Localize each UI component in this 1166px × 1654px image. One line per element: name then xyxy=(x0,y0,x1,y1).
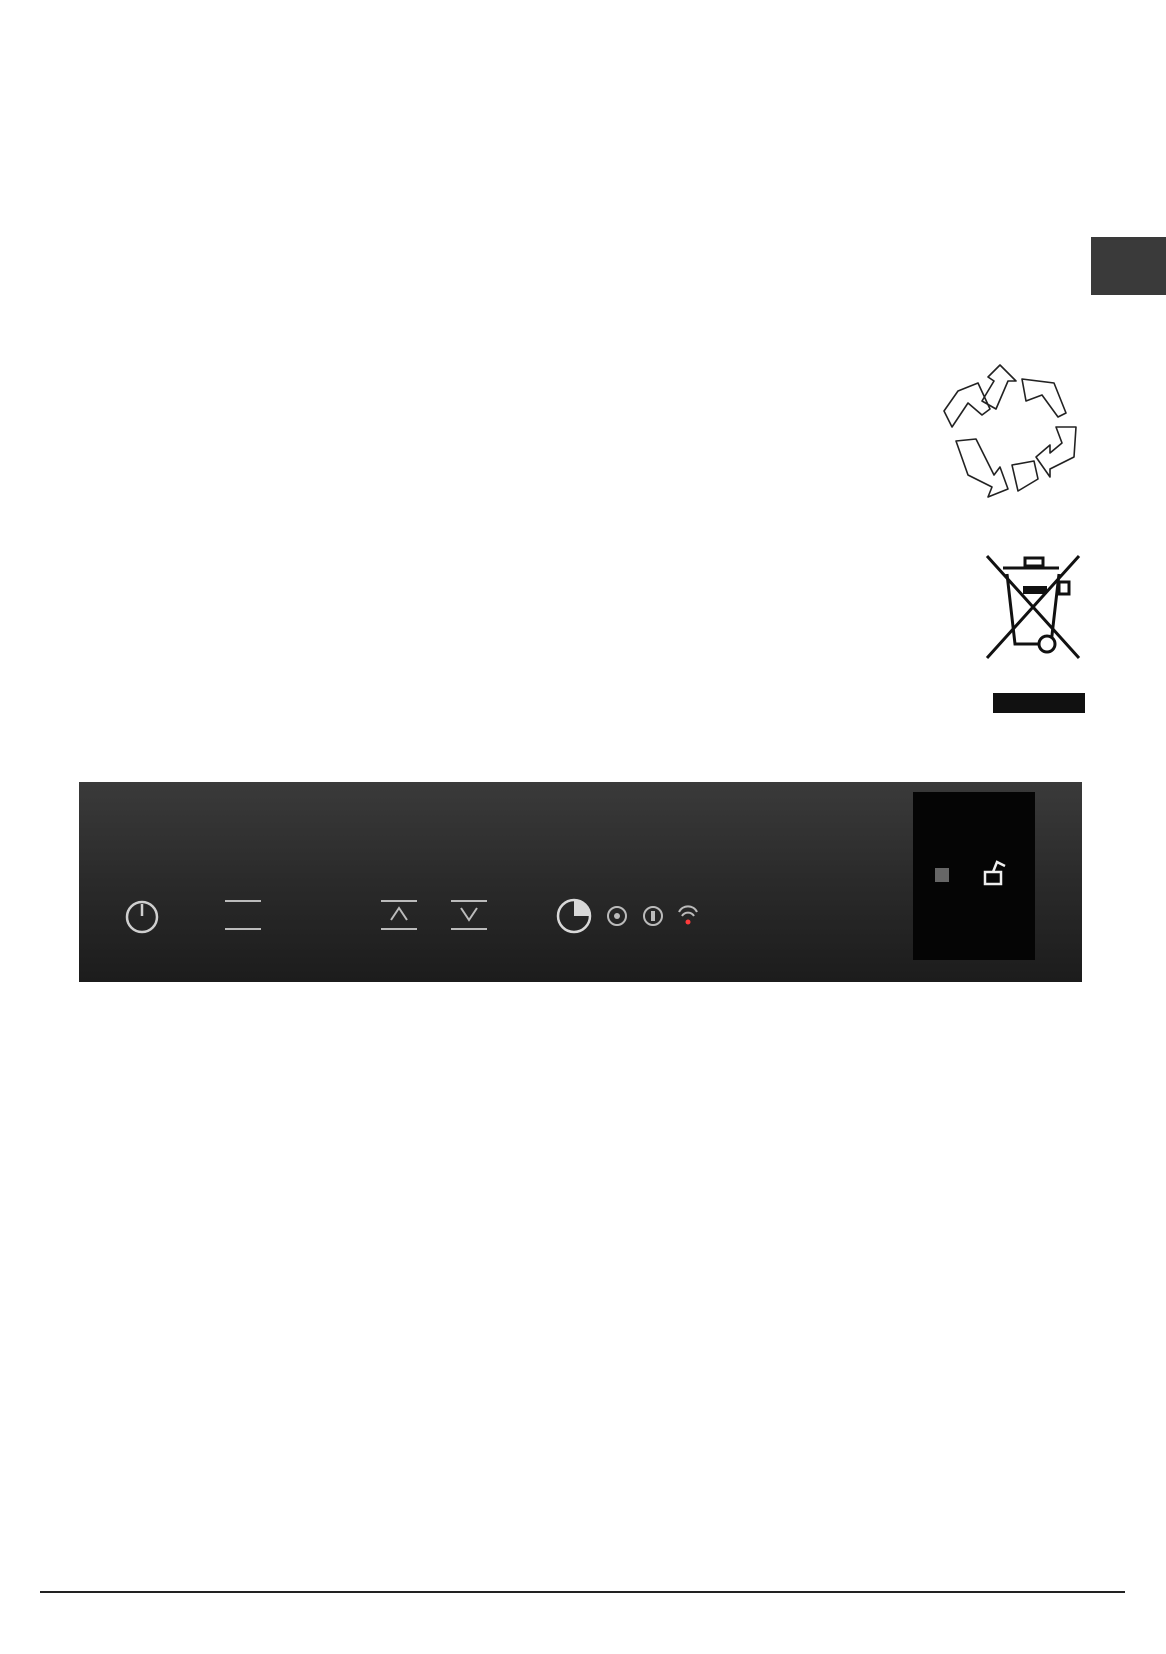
control-panel-diagram xyxy=(79,720,1082,1020)
black-bar xyxy=(993,693,1085,713)
display-window xyxy=(913,792,1035,960)
footer-divider xyxy=(40,1591,1125,1593)
language-tab xyxy=(1091,237,1166,295)
weee-bin-icon xyxy=(983,548,1087,666)
lock-closed-indicator xyxy=(935,868,949,882)
recycling-icon xyxy=(938,357,1083,507)
